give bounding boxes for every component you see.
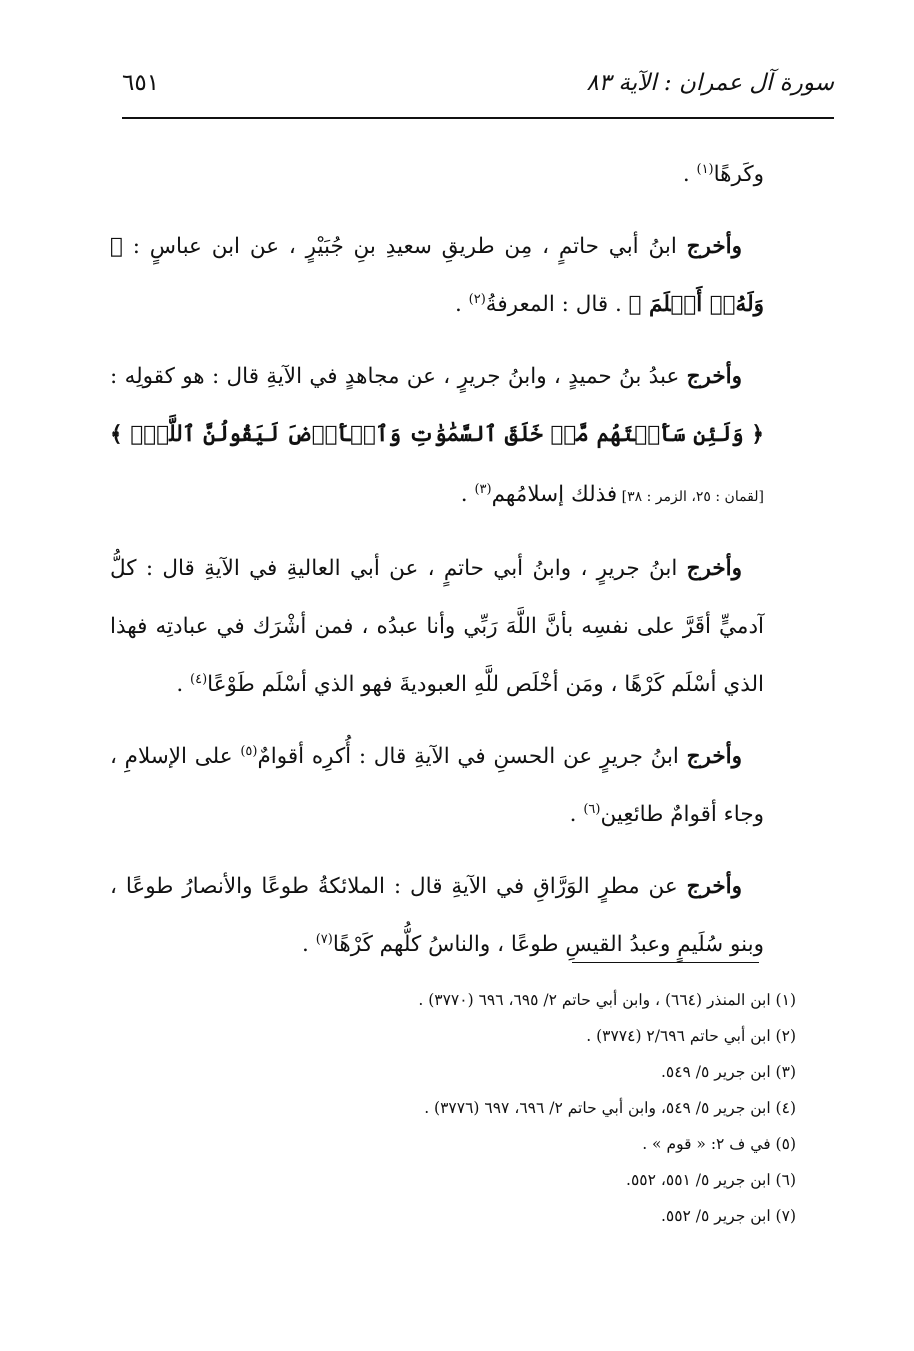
- paragraph-text: عن مطرٍ الوَرَّاقِ في الآيةِ قال : الملائكةُ طوعًا والأنصارُ طوعًا ، وبنو سُلَيمٍ وعبدُ القيسِ طوعًا ، والناسُ كلُّهم كَرْهًا: [110, 874, 764, 957]
- paragraph-end: .: [682, 162, 697, 187]
- header-title: سورة آل عمران : الآية ٨٣: [586, 70, 834, 96]
- paragraph-text-continued: على الإسلامِ ، وجاء أقوامٌ طائعِين: [110, 744, 764, 827]
- paragraph-end: .: [302, 932, 316, 957]
- footnotes: [110, 982, 796, 1234]
- paragraph-end: .: [569, 802, 584, 827]
- paragraph-3: [110, 348, 764, 526]
- footnote-6: (٦) ابن جرير ٥/ ٥٥١، ٥٥٢.: [626, 1171, 796, 1189]
- header-rule: [122, 117, 834, 119]
- footnote-3: (٣) ابن جرير ٥/ ٥٤٩.: [660, 1063, 796, 1081]
- paragraph-6: [110, 858, 764, 974]
- verse-reference: [لقمان : ٢٥، الزمر : ٣٨]: [617, 489, 764, 505]
- footnote-separator: [572, 962, 759, 963]
- paragraph-4: [110, 540, 764, 714]
- paragraph-text: ابنُ أبي حاتمٍ ، مِن طريقِ سعيدِ بنِ جُبَيْرٍ ، عن ابن عباسٍ :: [122, 234, 687, 259]
- footnote-marker[interactable]: (٥): [240, 743, 258, 759]
- paragraph-lead-word: وأخرج: [686, 556, 742, 581]
- paragraph-lead-word: وأخرج: [686, 364, 742, 389]
- paragraph-text-continued: فذلك إسلامُهم: [491, 482, 618, 507]
- footnote-7: (٧) ابن جرير ٥/ ٥٥٢.: [660, 1207, 796, 1225]
- footnote-5: (٥) في ف ٢: « قوم » .: [642, 1135, 796, 1153]
- quran-verse: ﴿ وَلَئِن سَأَلۡتَهُم مَّنۡ خَلَقَ ٱلسَّمَٰوَٰتِ وَٱلۡأَرۡضَ لَيَقُولُنَّ ٱللَّهُۚ ﴾: [110, 422, 764, 447]
- paragraph-5: [110, 728, 764, 844]
- paragraph-1: [110, 146, 764, 204]
- paragraph-text: ابنُ جريرٍ ، وابنُ أبي حاتمٍ ، عن أبي العاليةِ في الآيةِ قال : كلُّ آدميٍّ أقَرَّ على نفسِه بأنَّ اللَّهَ رَبِّي وأنا عبدُه ، فمن أشْرَك في عبادتِه فهذا الذي أسْلَم كَرْهًا ، ومَن أخْلَص للَّهِ العبوديةَ فهو الذي أسْلَم طَوْعًا: [110, 556, 764, 697]
- footnote-4: (٤) ابن جرير ٥/ ٥٤٩، وابن أبي حاتم ٢/ ٦٩٦، ٦٩٧ (٣٧٧٦) .: [424, 1099, 796, 1117]
- footnote-marker[interactable]: (٦): [583, 801, 601, 817]
- paragraph-text: وكَرهًا: [713, 162, 764, 187]
- paragraph-text-continued: . قال : المعرفةُ: [485, 292, 629, 317]
- paragraph-end: .: [460, 482, 475, 507]
- footnote-1: (١) ابن المنذر (٦٦٤) ، وابن أبي حاتم ٢/ ٦٩٥، ٦٩٦ (٣٧٧٠) .: [418, 991, 796, 1009]
- paragraph-end: .: [454, 292, 469, 317]
- footnote-2: (٢) ابن أبي حاتم ٢/٦٩٦ (٣٧٧٤) .: [586, 1027, 796, 1045]
- paragraph-lead-word: وأخرج: [686, 874, 742, 899]
- paragraph-lead-word: وأخرج: [686, 744, 742, 769]
- paragraph-lead-word: وأخرج: [686, 234, 742, 259]
- paragraph-end: .: [176, 672, 190, 697]
- footnote-marker[interactable]: (٤): [190, 671, 208, 687]
- page-number: ٦٥١: [122, 70, 160, 96]
- footnote-marker[interactable]: (١): [696, 161, 714, 177]
- main-text: [110, 146, 764, 988]
- footnote-marker[interactable]: (٧): [315, 931, 333, 947]
- running-header: [122, 66, 834, 110]
- paragraph-2: [110, 218, 764, 334]
- quran-verse: ﴿ وَلَهُۥٓ أَسۡلَمَ ﴾: [110, 234, 764, 317]
- paragraph-text: عبدُ بنُ حميدٍ ، وابنُ جريرٍ ، عن مجاهدٍ في الآيةِ قال : هو كقولِه :: [110, 364, 687, 389]
- footnote-marker[interactable]: (٢): [468, 291, 486, 307]
- paragraph-text: ابنُ جريرٍ عن الحسنِ في الآيةِ قال : أُكرِه أقوامٌ: [257, 744, 687, 769]
- footnote-marker[interactable]: (٣): [474, 481, 492, 497]
